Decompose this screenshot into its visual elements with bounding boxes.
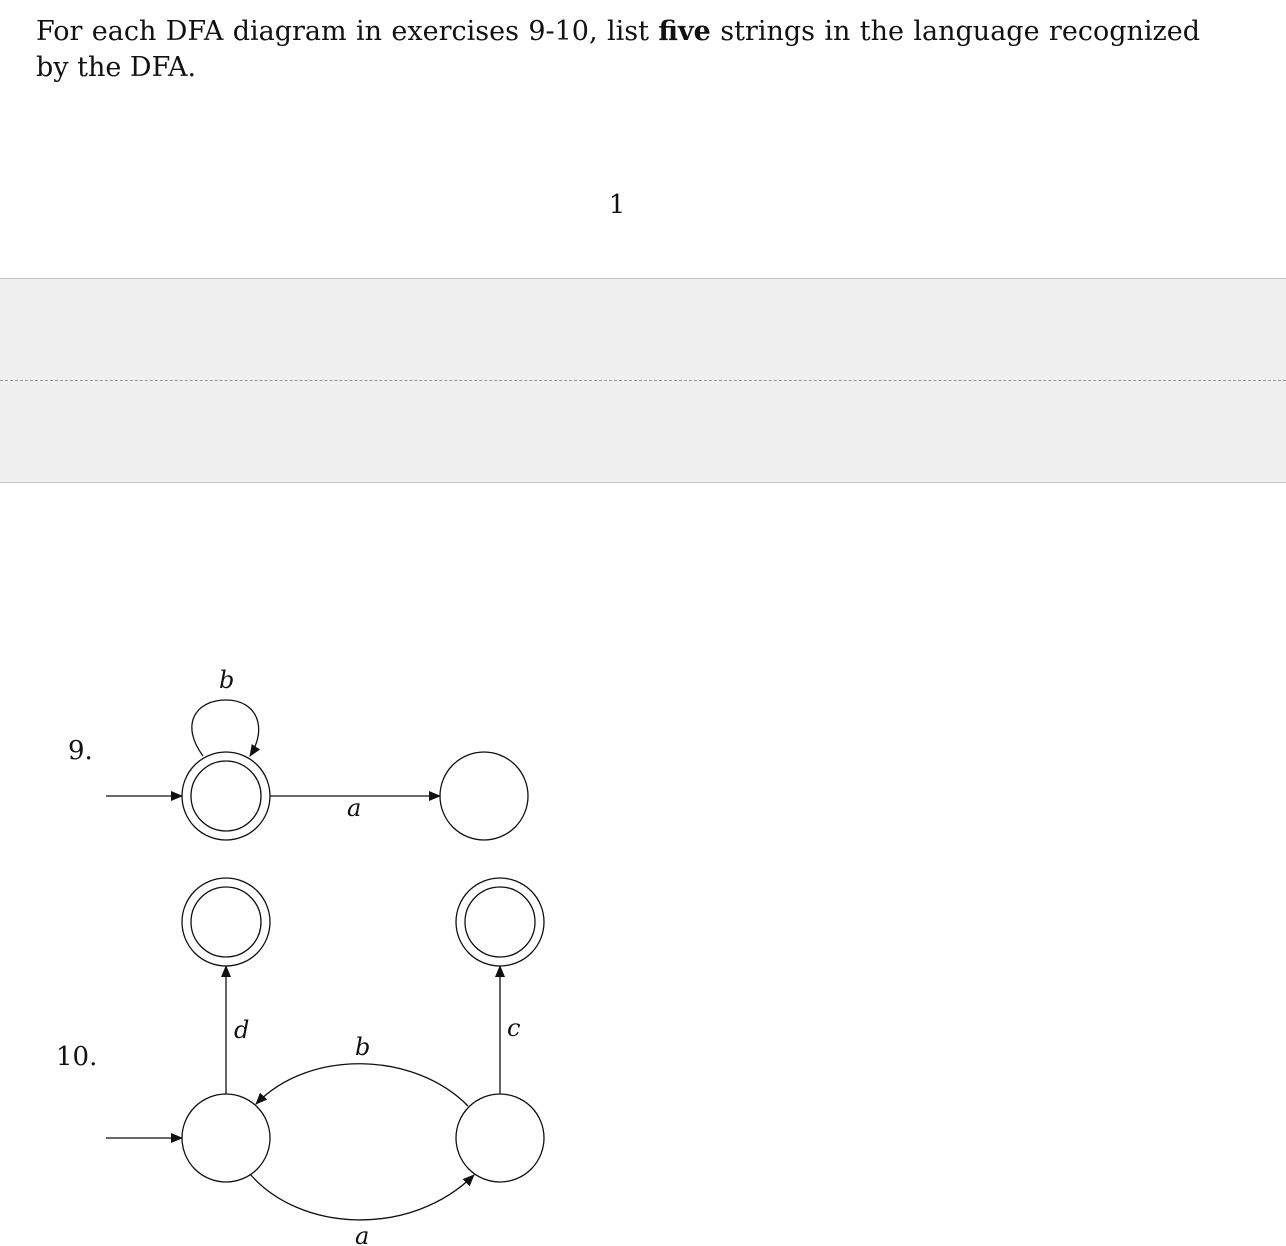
exercise-9-number: 9. <box>68 736 93 766</box>
dfa-9-label-a: a <box>347 794 362 822</box>
dfa-9-state-1 <box>440 752 528 840</box>
dfa-10 <box>106 878 544 1220</box>
dfa-10-state-3-outer <box>456 878 544 966</box>
dfa-9-self-loop <box>192 700 259 756</box>
dfa-10-transition-a <box>250 1174 474 1220</box>
dfa-9 <box>106 700 528 840</box>
dfa-10-label-d: d <box>234 1016 250 1044</box>
dfa-10-transition-b <box>256 1064 468 1106</box>
instructions-part2: strings in the language recognized by the DFA. <box>36 16 1200 83</box>
instructions-part1: For each DFA diagram in exercises 9-10, list <box>36 16 659 47</box>
dfa-10-state-1 <box>456 1094 544 1182</box>
exercise-10-number: 10. <box>56 1042 98 1072</box>
dfa-9-state-0-inner <box>191 761 261 831</box>
dfa-9-state-0-outer <box>182 752 270 840</box>
dfa-10-state-2-outer <box>182 878 270 966</box>
instructions-bold: five <box>658 16 711 47</box>
dfa-10-state-2-inner <box>191 887 261 957</box>
dfa-10-state-0 <box>182 1094 270 1182</box>
dfa-10-label-b: b <box>355 1033 371 1061</box>
dfa-10-state-3-inner <box>465 887 535 957</box>
dfa-10-label-a: a <box>355 1222 370 1246</box>
dfa-9-label-b: b <box>219 666 235 694</box>
page-number: 1 <box>608 190 626 220</box>
dfa-10-label-c: c <box>507 1014 521 1042</box>
